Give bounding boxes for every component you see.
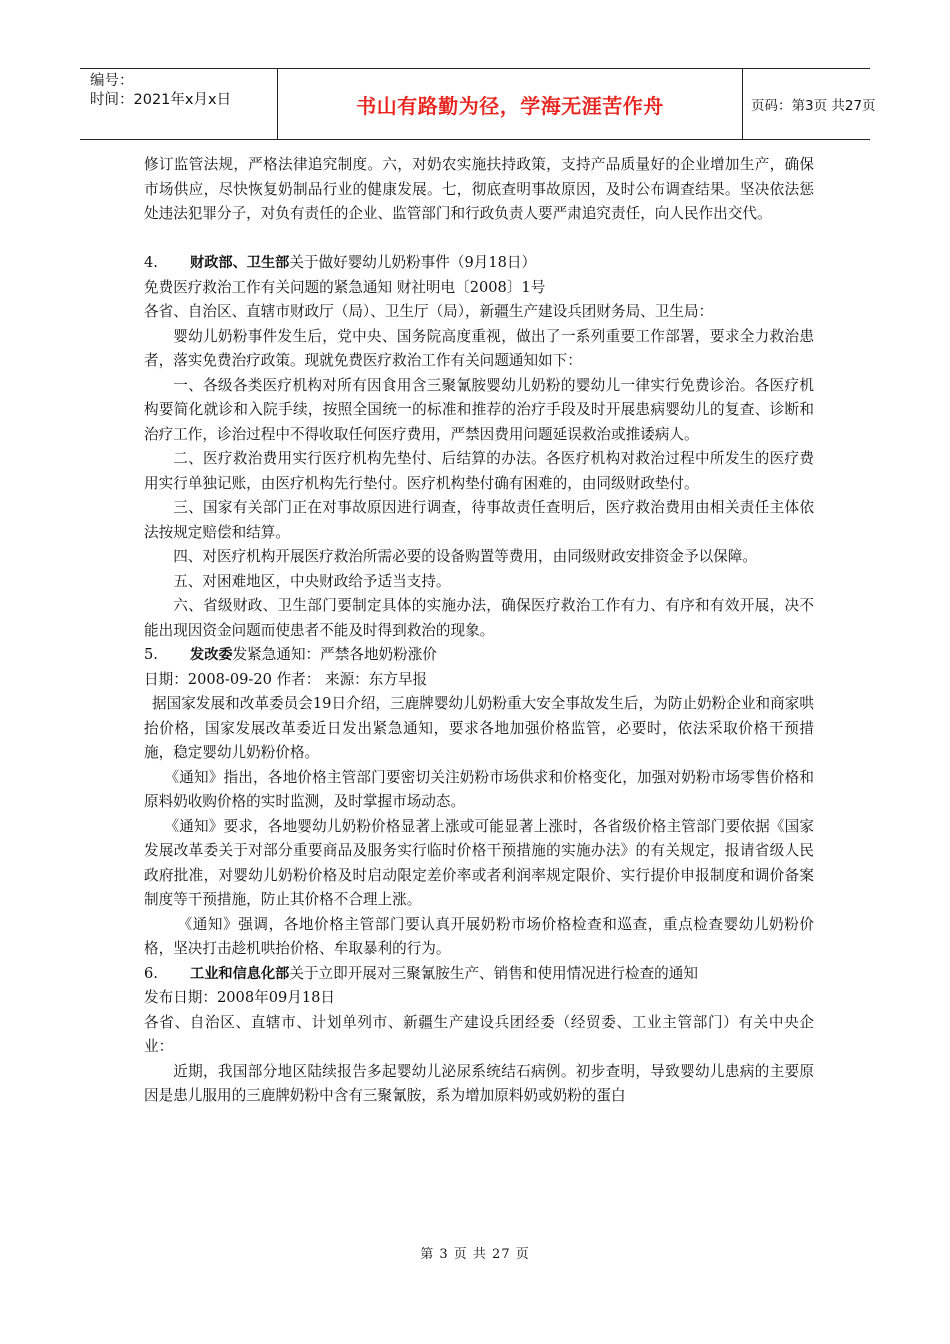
section-4-paragraph: 五、对困难地区，中央财政给予适当支持。: [173, 572, 451, 590]
section-6-paragraph: 近期，我国部分地区陆续报告多起婴幼儿泌尿系统结石病例。初步查明，导致婴幼儿患病的主要原因是患儿服用的三鹿牌奶粉中含有三聚氰胺，系为增加原料奶或奶粉的蛋白: [144, 1062, 814, 1104]
section-4-org: 财政部、卫生部: [190, 255, 290, 271]
section-5-meta: 日期：2008-09-20 作者： 来源：东方早报: [144, 670, 428, 688]
section-4-paragraph: 二、医疗救治费用实行医疗机构先垫付、后结算的办法。各医疗机构对救治过程中所发生的医疗费用实行单独记账，由医疗机构先行垫付。医疗机构垫付确有困难的，由同级财政垫付。: [144, 450, 814, 492]
section-4-paragraph: 三、国家有关部门正在对事故原因进行调查，待事故责任查明后，医疗救治费用由相关责任主体依法按规定赔偿和结算。: [144, 499, 814, 541]
section-6-number: 6.: [144, 964, 158, 982]
section-6-heading: [144, 962, 814, 987]
section-4-number: 4.: [144, 254, 158, 271]
section-4-paragraph: 四、对医疗机构开展医疗救治所需必要的设备购置等费用，由同级财政安排资金予以保障。: [173, 548, 757, 565]
section-5-paragraph: 《通知》指出，各地价格主管部门要密切关注奶粉市场供求和价格变化，加强对奶粉市场零售价格和原料奶收购价格的实时监测，及时掌握市场动态。: [144, 768, 814, 810]
paragraph-intro: 修订监管法规，严格法律追究制度。六，对奶农实施扶持政策，支持产品质量好的企业增加生产，确保市场供应，尽快恢复奶制品行业的健康发展。七，彻底查明事故原因，及时公布调查结果。坚决依法惩处违法犯罪分子，对负有责任的企业、监管部门和行政负责人要严肃追究责任，向人民作出交代。: [144, 156, 814, 222]
section-6-recipients: 各省、自治区、直辖市、计划单列市、新疆生产建设兵团经委（经贸委、工业主管部门）有关中央企业：: [144, 1013, 814, 1055]
section-4-paragraph: 一、各级各类医疗机构对所有因食用含三聚氰胺婴幼儿奶粉的婴幼儿一律实行免费诊治。各医疗机构要简化就诊和入院手续，按照全国统一的标准和推荐的治疗手段及时开展患病婴幼儿的复查、诊断和治疗工作，诊治过程中不得收取任何医疗费用，严禁因费用问题延误救治或推诿病人。: [144, 376, 814, 443]
header-motto: 书山有路勤为径，学海无涯苦作舟: [278, 69, 743, 139]
section-6-org: 工业和信息化部: [190, 965, 290, 982]
section-4-heading: [144, 251, 814, 276]
section-5-paragraph: 《通知》强调，各地价格主管部门要认真开展奶粉市场价格检查和巡查，重点检查婴幼儿奶粉价格，坚决打击趁机哄抬价格、牟取暴利的行为。: [144, 915, 814, 957]
page-header: [80, 68, 876, 140]
document-body: [144, 153, 814, 1109]
section-6-meta: 发布日期：2008年09月18日: [144, 989, 336, 1006]
section-5-title: 发紧急通知：严禁各地奶粉涨价: [232, 646, 437, 663]
section-5-paragraph: 据国家发展和改革委员会19日介绍，三鹿牌婴幼儿奶粉重大安全事故发生后，为防止奶粉企业和商家哄抬价格，国家发展改革委近日发出紧急通知，要求各地加强价格监管，必要时，依法采取价格干预措施，稳定婴幼儿奶粉价格。: [144, 695, 814, 761]
section-4-paragraph: 婴幼儿奶粉事件发生后，党中央、国务院高度重视，做出了一系列重要工作部署，要求全力救治患者，落实免费治疗政策。现就免费医疗救治工作有关问题通知如下：: [144, 327, 814, 369]
section-5-org: 发改委: [190, 647, 233, 663]
section-5-heading: [144, 643, 814, 668]
section-5-paragraph: 《通知》要求，各地婴幼儿奶粉价格显著上涨或可能显著上涨时，各省级价格主管部门要依据《国家发展改革委关于对部分重要商品及服务实行临时价格干预措施的实施办法》的有关规定，报请省级人民政府批准，对婴幼儿奶粉价格及时启动限定差价率或者利润率规定限价、实行提价申报制度和调价备案制度等干预措施，防止其价格不合理上涨。: [144, 817, 814, 908]
section-4-subtitle: 免费医疗救治工作有关问题的紧急通知 财社明电〔2008〕1号: [144, 278, 546, 296]
section-4-title: 关于做好婴幼儿奶粉事件（9月18日）: [289, 254, 537, 271]
header-meta-cell: [80, 69, 278, 139]
section-5-number: 5.: [144, 646, 158, 663]
header-page-number: 页码：第3页 共27页: [751, 98, 876, 114]
section-4-paragraph: 六、省级财政、卫生部门要制定具体的实施办法，确保医疗救治工作有力、有序和有效开展，决不能出现因资金问题而使患者不能及时得到救治的现象。: [144, 597, 814, 639]
document-code: 编号：: [90, 73, 134, 89]
document-date: 时间：2021年x月x日: [90, 92, 232, 108]
section-4-recipients: 各省、自治区、直辖市财政厅（局）、卫生厅（局），新疆生产建设兵团财务局、卫生局：: [144, 303, 714, 320]
page-footer: 第 3 页 共 27 页: [420, 1247, 530, 1262]
spacer: [144, 227, 814, 252]
section-6-title: 关于立即开展对三聚氰胺生产、销售和使用情况进行检查的通知: [289, 964, 698, 982]
